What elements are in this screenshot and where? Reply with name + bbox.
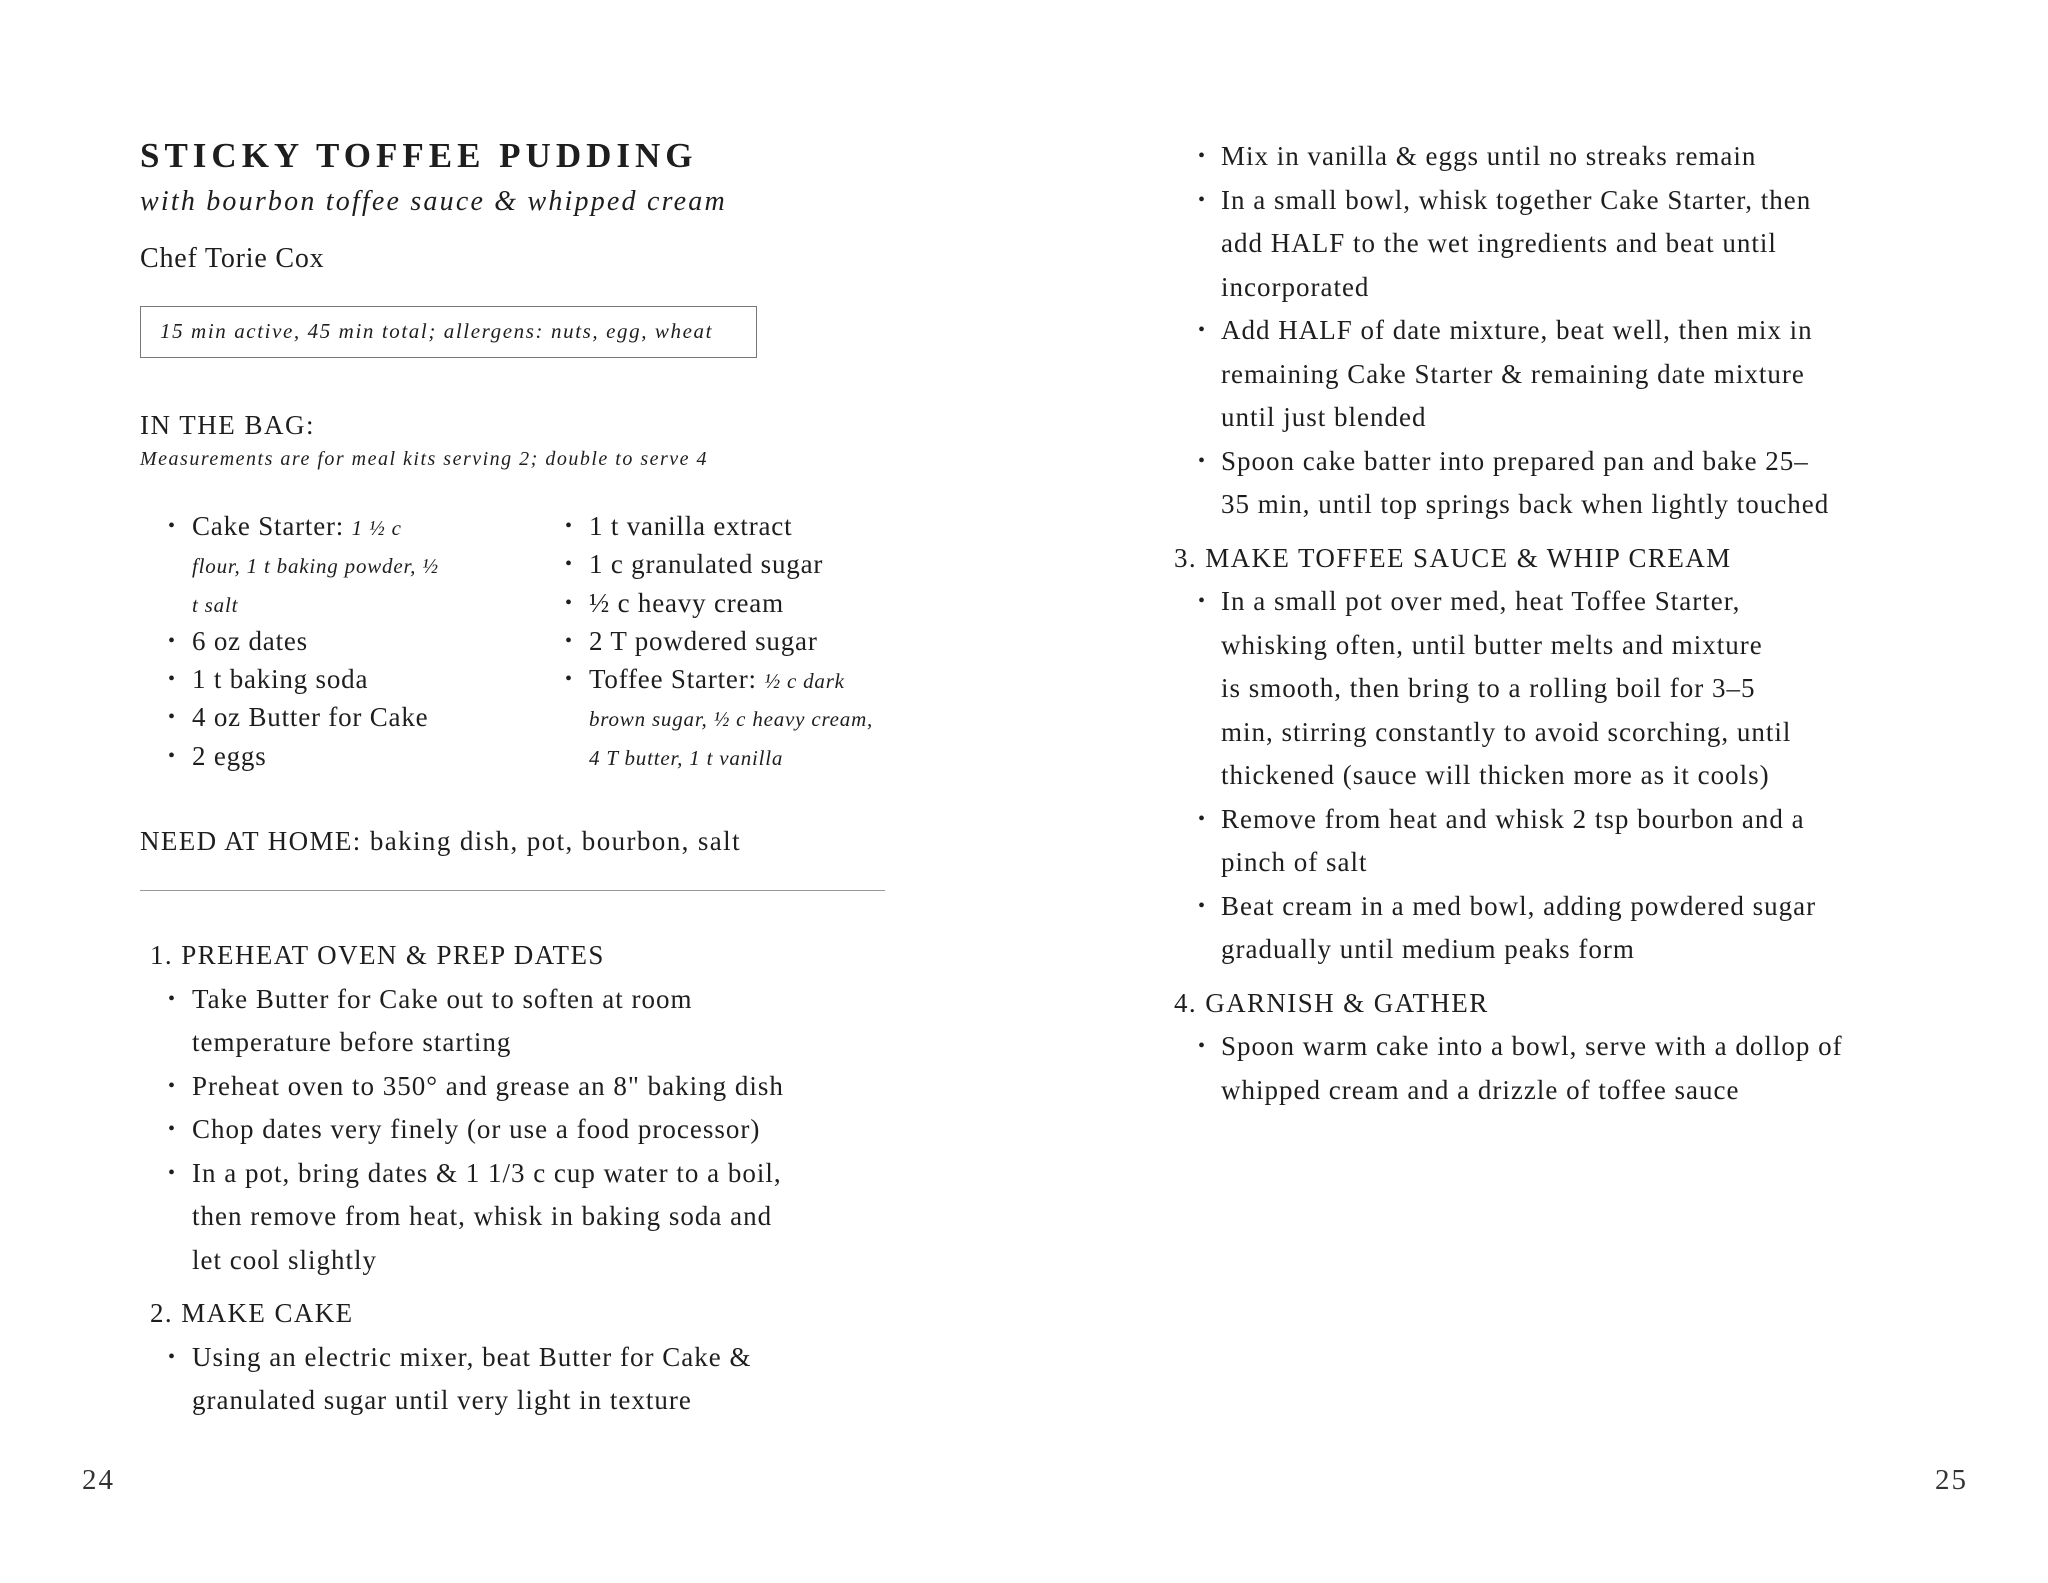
bullet-icon: • [1198, 807, 1207, 830]
step-line: thickened (sauce will thicken more as it cools) [1221, 760, 1770, 790]
bullet-icon: • [565, 668, 573, 691]
step-line: pinch of salt [1221, 847, 1368, 877]
step-line: granulated sugar until very light in texture [192, 1385, 692, 1415]
step-line: Spoon cake batter into prepared pan and bake 25– [1221, 445, 1809, 476]
step-bullet [150, 1108, 784, 1152]
recipe-title: STICKY TOFFEE PUDDING [140, 136, 698, 175]
ingredient-item [565, 660, 873, 698]
step-line: Take Butter for Cake out to soften at room [192, 983, 693, 1014]
bullet-icon: • [168, 1161, 177, 1184]
ingredient-name: 1 t vanilla extract [589, 511, 793, 541]
chef-name: Chef Torie Cox [140, 243, 325, 274]
bullet-icon: • [168, 744, 176, 767]
ingredient-item [168, 660, 439, 698]
step-heading: 4. GARNISH & GATHER [1174, 987, 1489, 1018]
step-line: Spoon warm cake into a bowl, serve with a dollop of [1221, 1031, 1843, 1061]
step-bullet [150, 1065, 784, 1109]
ingredient-item [565, 584, 873, 622]
bullet-icon: • [565, 515, 573, 537]
bullet-icon: • [168, 706, 176, 729]
step-line: Preheat oven to 350° and grease an 8" baking dish [192, 1070, 784, 1101]
bullet-icon: • [1198, 1035, 1207, 1057]
step-heading: 3. MAKE TOFFEE SAUCE & WHIP CREAM [1174, 542, 1732, 573]
need-at-home: NEED AT HOME: baking dish, pot, bourbon, salt [140, 826, 741, 856]
ingredient-detail: ½ c dark [764, 669, 845, 694]
bullet-icon: • [168, 1345, 177, 1368]
ingredient-detail: brown sugar, ½ c heavy cream, [589, 707, 874, 732]
step-heading: 2. MAKE CAKE [150, 1298, 354, 1328]
step-line: 35 min, until top springs back when lightly touched [1221, 489, 1830, 519]
ingredient-item [565, 545, 873, 583]
step-line: until just blended [1221, 402, 1427, 432]
step-heading: 1. PREHEAT OVEN & PREP DATES [150, 940, 605, 970]
ingredient-detail: 4 T butter, 1 t vanilla [589, 745, 784, 770]
step-bullet [1174, 798, 1843, 885]
ingredient-detail: t salt [192, 592, 239, 617]
step-line: whisking often, until butter melts and mixture [1221, 629, 1763, 660]
ingredient-item [589, 698, 873, 736]
step-line: gradually until medium peaks form [1221, 934, 1635, 964]
ingredient-item [168, 698, 439, 736]
bullet-icon: • [168, 1074, 177, 1097]
ingredient-item [192, 545, 439, 583]
ingredient-item [565, 507, 873, 545]
step-line: Chop dates very finely (or use a food processor) [192, 1114, 761, 1144]
steps-right-column [1174, 135, 1843, 1112]
step-line: min, stirring constantly to avoid scorching, until [1221, 716, 1792, 747]
ingredient-name: 1 t baking soda [192, 664, 369, 695]
bullet-icon: • [168, 629, 176, 652]
ingredient-name: 1 c granulated sugar [589, 549, 824, 580]
recipe-subtitle: with bourbon toffee sauce & whipped cream [140, 186, 727, 217]
step-bullet [1174, 885, 1843, 972]
ingredient-item [192, 584, 439, 622]
ingredient-item [168, 622, 439, 660]
bullet-icon: • [1198, 319, 1207, 341]
step-bullet [1174, 1025, 1843, 1112]
ingredients-left-column [168, 507, 439, 775]
step-line: whipped cream and a drizzle of toffee sauce [1221, 1074, 1740, 1105]
bullet-icon: • [1198, 590, 1207, 612]
step-line: then remove from heat, whisk in baking soda and [192, 1201, 773, 1231]
step-bullet [1174, 179, 1843, 310]
step-line: is smooth, then bring to a rolling boil for 3–5 [1221, 673, 1756, 703]
step-line: add HALF to the wet ingredients and beat until [1221, 228, 1777, 258]
step-bullet [1174, 135, 1843, 179]
bullet-icon: • [565, 629, 573, 652]
time-allergen-text: 15 min active, 45 min total; allergens: nuts, egg, wheat [160, 319, 714, 343]
ingredient-detail: flour, 1 t baking powder, ½ [192, 554, 439, 579]
bullet-icon: • [168, 515, 176, 537]
step-line: Mix in vanilla & eggs until no streaks remain [1221, 141, 1757, 171]
ingredient-name: ½ c heavy cream [589, 587, 784, 618]
ingredient-name: 6 oz dates [192, 625, 308, 656]
in-the-bag-heading: IN THE BAG: [140, 410, 315, 440]
step-bullet [1174, 580, 1843, 798]
step-line: Using an electric mixer, beat Butter for Cake & [192, 1341, 752, 1372]
step-line: In a small bowl, whisk together Cake Starter, then [1221, 184, 1812, 215]
step-bullet [150, 1152, 784, 1283]
measurement-note: Measurements are for meal kits serving 2; double to serve 4 [140, 448, 709, 470]
step-line: remaining Cake Starter & remaining date mixture [1221, 358, 1805, 389]
bullet-icon: • [1198, 449, 1207, 472]
bullet-icon: • [565, 553, 573, 576]
step-line: let cool slightly [192, 1244, 377, 1275]
ingredient-name: Toffee Starter: [589, 664, 765, 695]
step-line: Add HALF of date mixture, beat well, then mix in [1221, 315, 1813, 345]
ingredient-name: 2 T powdered sugar [589, 625, 818, 656]
ingredient-name: 2 eggs [192, 740, 267, 771]
divider [140, 890, 885, 891]
ingredient-detail: 1 ½ c [351, 516, 402, 540]
bullet-icon: • [565, 591, 573, 614]
ingredients-right-column [565, 507, 874, 775]
step-line: In a small pot over med, heat Toffee Starter, [1221, 586, 1741, 616]
step-bullet [1174, 440, 1843, 527]
bullet-icon: • [168, 987, 177, 1010]
step-bullet [150, 978, 784, 1065]
bullet-icon: • [168, 1118, 177, 1140]
bullet-icon: • [1198, 145, 1207, 167]
ingredient-item [168, 507, 439, 545]
steps-left-column [150, 934, 784, 1423]
step-line: temperature before starting [192, 1027, 512, 1057]
page-number-left: 24 [82, 1464, 115, 1496]
step-line: Remove from heat and whisk 2 tsp bourbon and a [1221, 803, 1805, 834]
step-bullet [150, 1336, 784, 1423]
bullet-icon: • [1198, 894, 1207, 917]
step-line: Beat cream in a med bowl, adding powdered sugar [1221, 890, 1817, 921]
bullet-icon: • [1198, 188, 1207, 211]
step-bullet [1174, 309, 1843, 440]
ingredient-item [589, 737, 873, 775]
ingredient-name: 4 oz Butter for Cake [192, 702, 429, 733]
time-allergen-box [140, 306, 757, 358]
bullet-icon: • [168, 668, 176, 691]
page-number-right: 25 [1935, 1464, 1968, 1496]
ingredient-name: Cake Starter: [192, 511, 352, 541]
ingredient-item [168, 737, 439, 775]
step-line: incorporated [1221, 271, 1370, 302]
ingredient-item [565, 622, 873, 660]
step-line: In a pot, bring dates & 1 1/3 c cup water to a boil, [192, 1157, 782, 1188]
